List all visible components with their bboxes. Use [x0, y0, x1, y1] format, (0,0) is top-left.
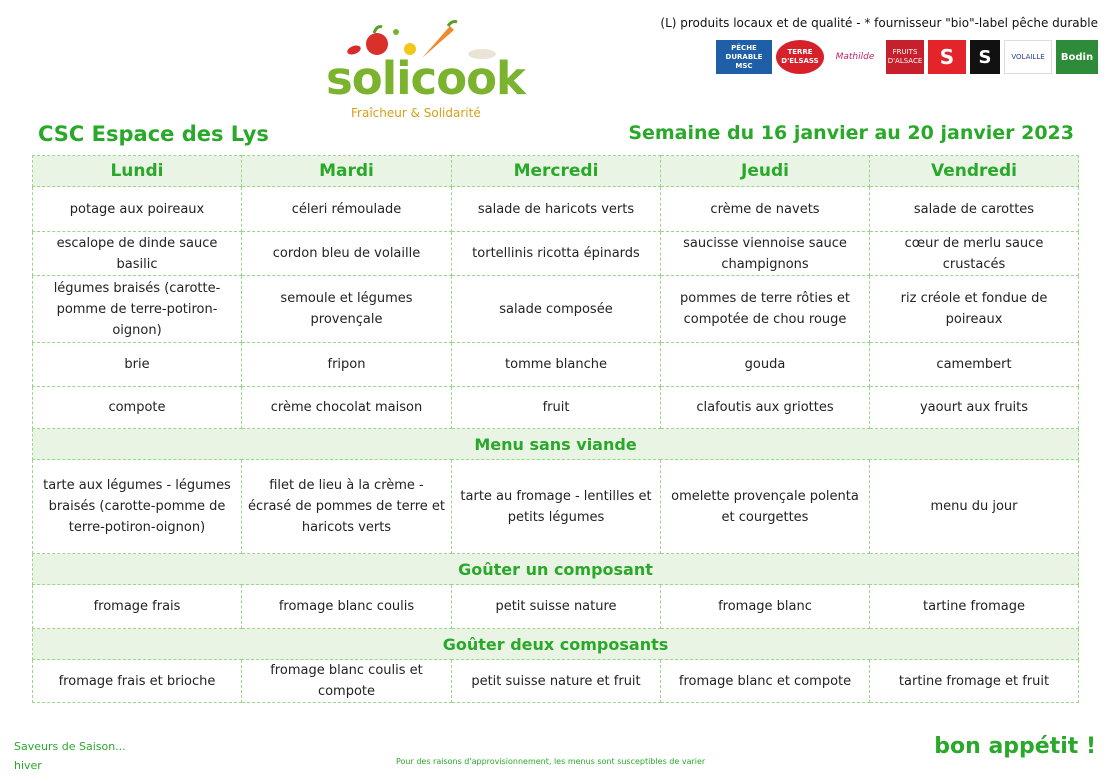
sabarot-badge: S [928, 40, 966, 74]
site-title: CSC Espace des Lys [38, 122, 269, 146]
menu-cell: cordon bleu de volaille [242, 232, 452, 276]
bon-appetit-text: bon appétit ! [934, 734, 1096, 759]
mathilde-badge: Mathilde [828, 40, 882, 74]
menu-cell: camembert [870, 343, 1079, 387]
brand-tagline: Fraîcheur & Solidarité [351, 106, 481, 120]
label-badges [716, 40, 1098, 76]
menu-cell: semoule et légumes provençale [242, 276, 452, 343]
menu-cell: potage aux poireaux [33, 187, 242, 232]
day-header-friday: Vendredi [870, 156, 1079, 187]
menu-cell: yaourt aux fruits [870, 387, 1079, 429]
menu-cell: omelette provençale polenta et courgettes [661, 460, 870, 554]
menu-cell: escalope de dinde sauce basilic [33, 232, 242, 276]
menu-cell: saucisse viennoise sauce champignons [661, 232, 870, 276]
dessert-row [33, 387, 1079, 429]
accompagnement-row [33, 276, 1079, 343]
menu-cell: fromage blanc coulis [242, 585, 452, 629]
menu-cell: pommes de terre rôties et compotée de chou rouge [661, 276, 870, 343]
bodin-badge: Bodin [1056, 40, 1098, 74]
menu-cell: crème de navets [661, 187, 870, 232]
sans-viande-header-row [33, 429, 1079, 460]
entree-row [33, 187, 1079, 232]
plat-row [33, 232, 1079, 276]
menu-cell: cœur de merlu sauce crustacés [870, 232, 1079, 276]
gouter-deux-header-row [33, 629, 1079, 660]
menu-cell: salade de haricots verts [452, 187, 661, 232]
menu-cell: filet de lieu à la crème - écrasé de pommes de terre et haricots verts [242, 460, 452, 554]
week-title: Semaine du 16 janvier au 20 janvier 2023 [628, 122, 1074, 144]
fruits-alsace-badge: FRUITS D'ALSACE [886, 40, 924, 74]
menu-cell: crème chocolat maison [242, 387, 452, 429]
day-header-wednesday: Mercredi [452, 156, 661, 187]
menu-cell: clafoutis aux griottes [661, 387, 870, 429]
season-note [14, 737, 126, 775]
supply-disclaimer: Pour des raisons d'approvisionnement, les menus sont susceptibles de varier [396, 757, 706, 766]
menu-cell: petit suisse nature [452, 585, 661, 629]
menu-cell: fruit [452, 387, 661, 429]
menu-cell: fromage blanc [661, 585, 870, 629]
menu-cell: fromage blanc et compote [661, 660, 870, 703]
menu-cell: tomme blanche [452, 343, 661, 387]
menu-cell: fripon [242, 343, 452, 387]
gouter-un-header-row [33, 554, 1079, 585]
menu-cell: tortellinis ricotta épinards [452, 232, 661, 276]
menu-cell: salade de carottes [870, 187, 1079, 232]
fromage-row [33, 343, 1079, 387]
menu-cell: compote [33, 387, 242, 429]
legend-text: (L) produits locaux et de qualité - * fournisseur "bio"-label pêche durable [660, 16, 1098, 30]
day-header-tuesday: Mardi [242, 156, 452, 187]
terre-elsass-badge: TERRE D'ELSASS [776, 40, 824, 74]
sans-viande-row [33, 460, 1079, 554]
menu-cell: tarte aux légumes - légumes braisés (carotte-pomme de terre-potiron-oignon) [33, 460, 242, 554]
brand-name: solicook [326, 52, 525, 105]
menu-cell: fromage blanc coulis et compote [242, 660, 452, 703]
menu-cell: gouda [661, 343, 870, 387]
menu-cell: brie [33, 343, 242, 387]
s-black-badge: S [970, 40, 1000, 74]
day-header-monday: Lundi [33, 156, 242, 187]
volaille-badge: VOLAILLE [1004, 40, 1052, 74]
menu-cell: légumes braisés (carotte-pomme de terre-potiron-oignon) [33, 276, 242, 343]
menu-cell: tartine fromage [870, 585, 1079, 629]
menu-cell: salade composée [452, 276, 661, 343]
season-line-1: Saveurs de Saison... [14, 740, 126, 753]
section-title-sans-viande: Menu sans viande [33, 429, 1079, 460]
menu-table [32, 155, 1079, 703]
menu-cell: céleri rémoulade [242, 187, 452, 232]
menu-cell: fromage frais [33, 585, 242, 629]
day-header-thursday: Jeudi [661, 156, 870, 187]
menu-cell: menu du jour [870, 460, 1079, 554]
season-line-2: hiver [14, 759, 42, 772]
msc-badge: PÊCHE DURABLE MSC [716, 40, 772, 74]
section-title-gouter-un: Goûter un composant [33, 554, 1079, 585]
section-title-gouter-deux: Goûter deux composants [33, 629, 1079, 660]
menu-cell: tartine fromage et fruit [870, 660, 1079, 703]
menu-cell: tarte au fromage - lentilles et petits légumes [452, 460, 661, 554]
solicook-logo [322, 14, 525, 124]
gouter-deux-row [33, 660, 1079, 703]
days-header-row [33, 156, 1079, 187]
menu-cell: riz créole et fondue de poireaux [870, 276, 1079, 343]
menu-cell: petit suisse nature et fruit [452, 660, 661, 703]
gouter-un-row [33, 585, 1079, 629]
menu-cell: fromage frais et brioche [33, 660, 242, 703]
